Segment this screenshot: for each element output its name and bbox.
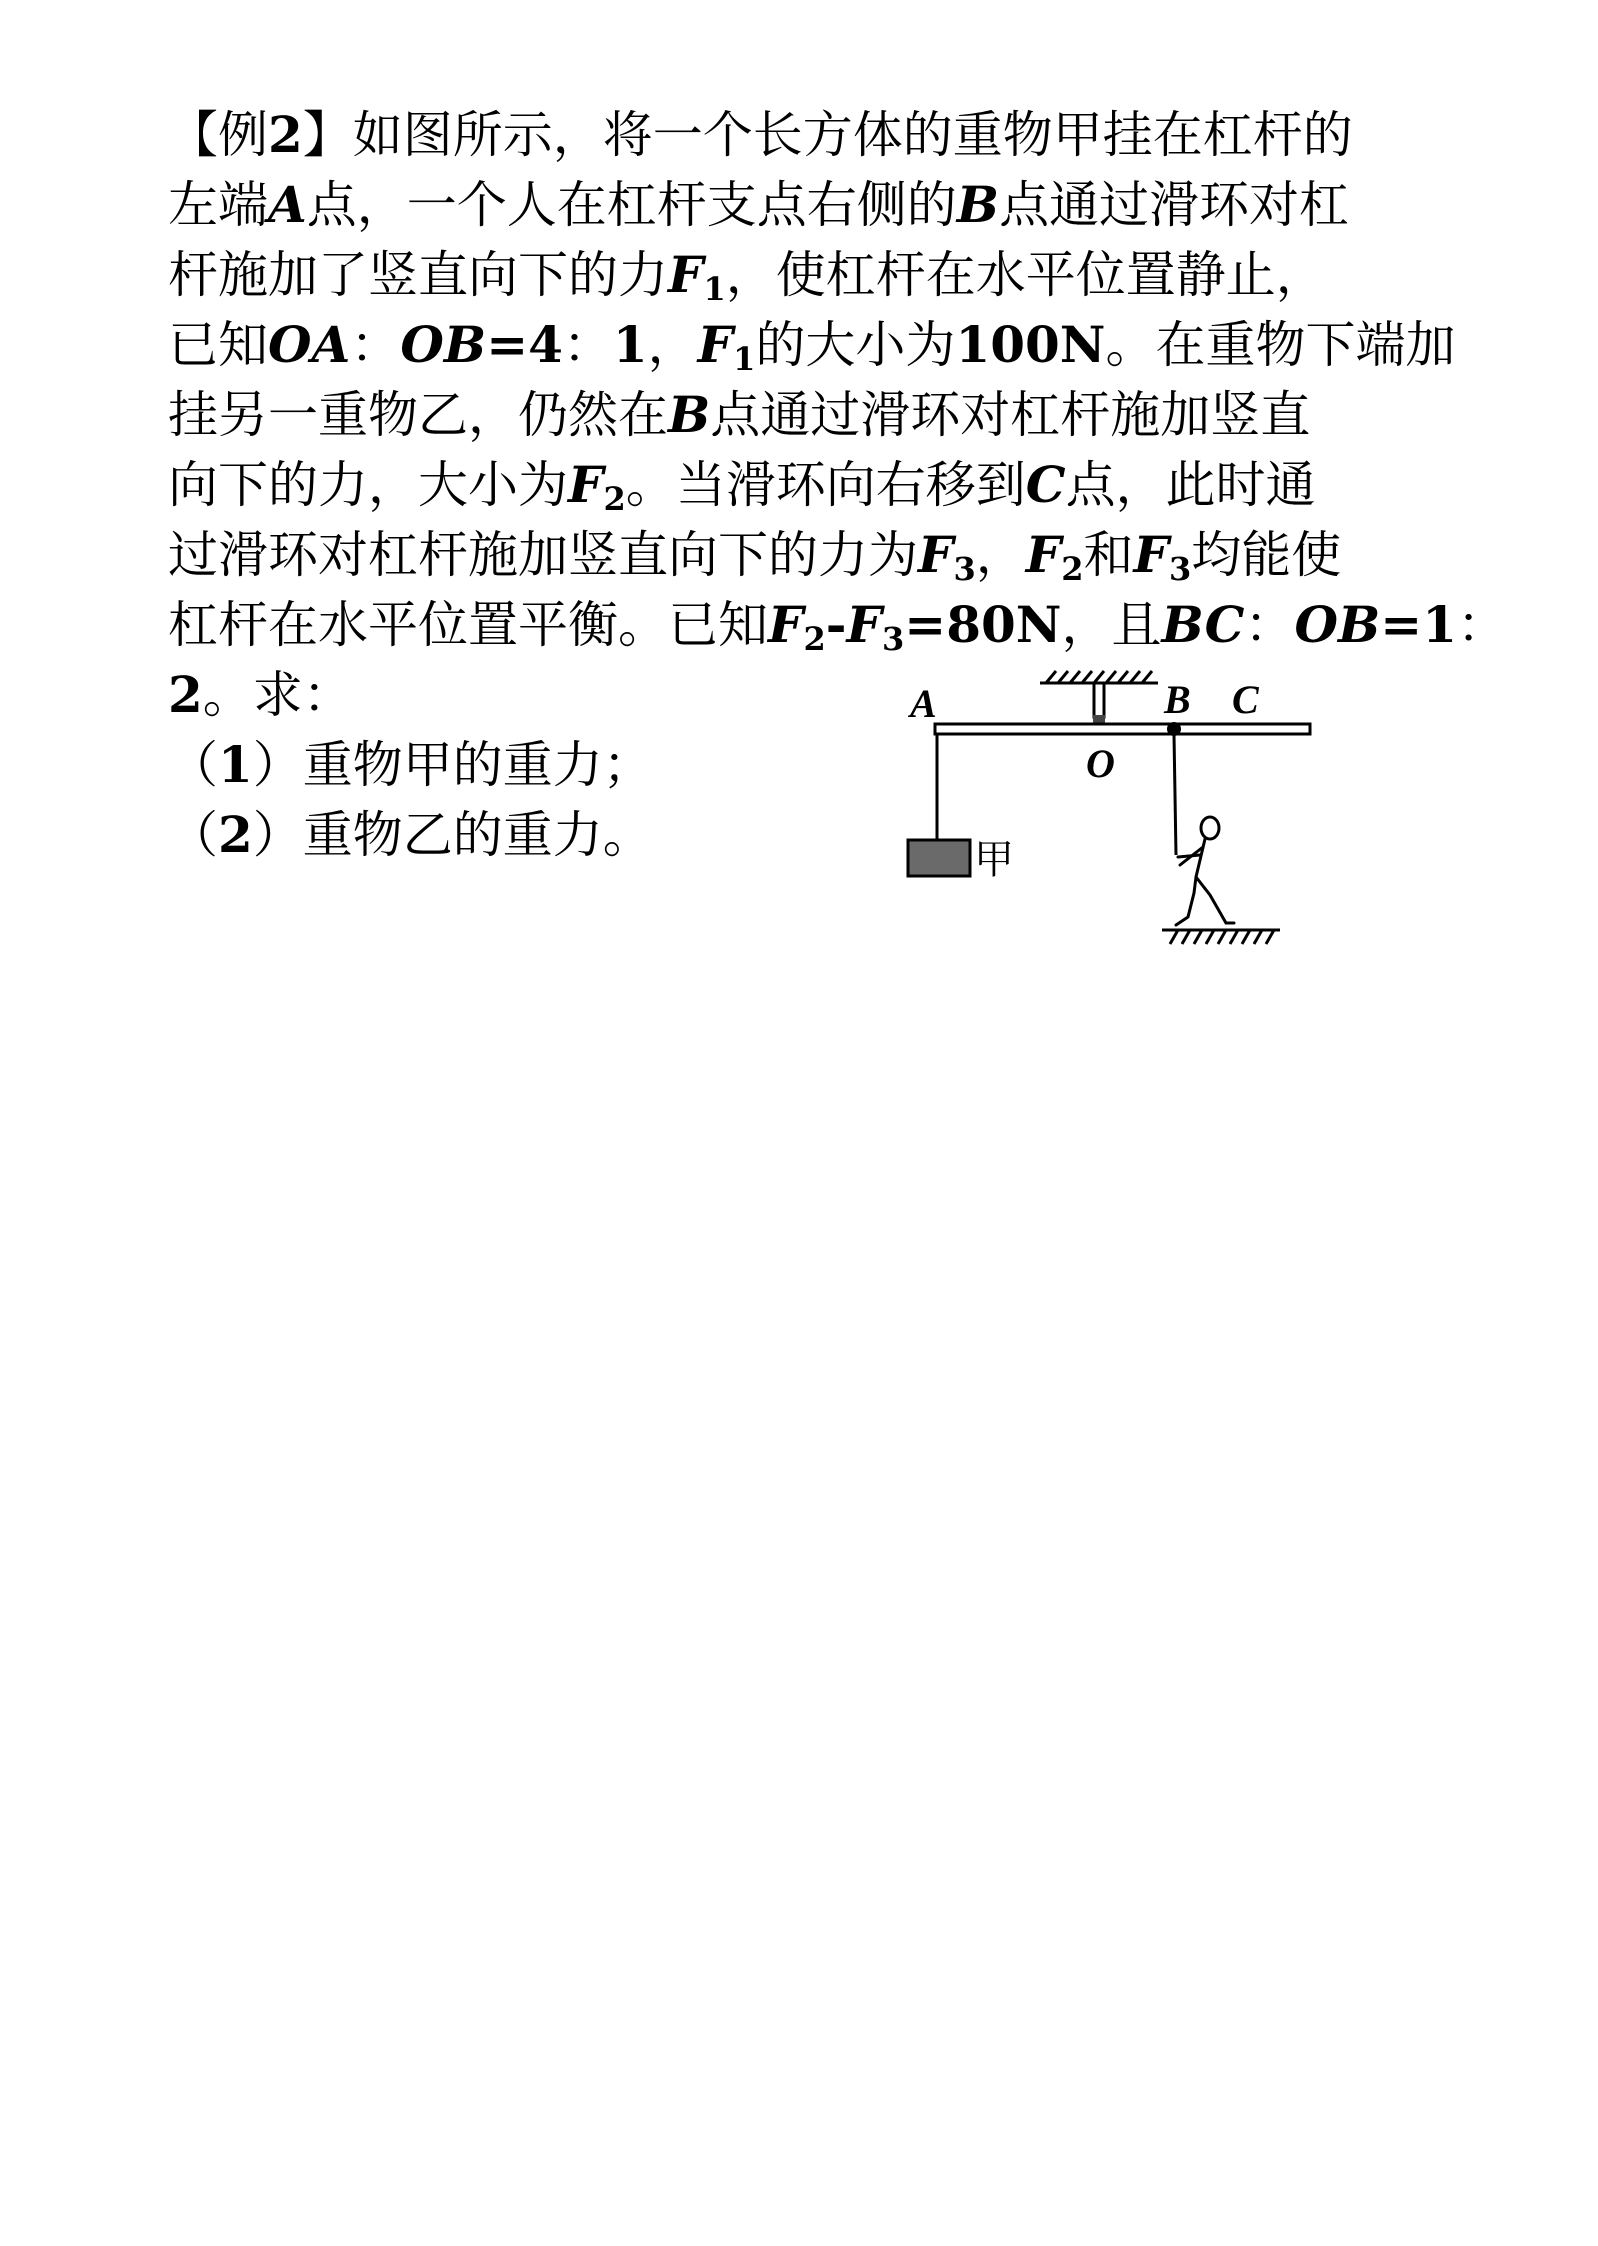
text-run: F [1025, 525, 1062, 584]
ground [1162, 930, 1280, 944]
text-run: 2 [218, 805, 253, 864]
text-run: （ [168, 736, 218, 794]
text-run: 杆施加了竖直向下的力 [168, 246, 668, 304]
text-run: ： [350, 316, 401, 374]
text-run: =80N [904, 595, 1062, 654]
text-run: 的大小为 [755, 316, 956, 374]
text-run: F [697, 315, 734, 374]
text-run: A [268, 175, 307, 234]
text-run: 点，此时通 [1065, 456, 1316, 514]
subscript: 2 [603, 480, 626, 518]
text-run: 和 [1083, 526, 1134, 584]
problem-line [168, 520, 1468, 590]
text-run: OB [400, 315, 487, 374]
text-run: 过滑环对杠杆施加竖直向下的力为 [168, 526, 918, 584]
text-run: 1 [218, 735, 253, 794]
lever-bar [935, 724, 1310, 734]
text-run: 。求： [202, 666, 353, 724]
text-run: ，且 [1061, 596, 1162, 654]
ceiling-support [1040, 671, 1158, 683]
subscript: 2 [1061, 550, 1084, 588]
text-run: ： [1456, 596, 1507, 654]
text-run: =4 [486, 315, 563, 374]
text-run: ： [562, 316, 613, 374]
text-run: B [668, 385, 711, 444]
subscript: 3 [953, 550, 976, 588]
text-run: ）重物乙的重力。 [252, 806, 653, 864]
label-weight-jia: 甲 [974, 837, 1014, 882]
text-run: BC [1161, 595, 1245, 654]
text-run: （ [168, 806, 218, 864]
slide-ring-b [1167, 722, 1181, 736]
subscript: 3 [1169, 550, 1192, 588]
problem-line [168, 310, 1468, 380]
text-run: F [846, 595, 883, 654]
text-run: B [956, 175, 1000, 234]
text-run: 100N [955, 315, 1106, 374]
person-figure [1176, 817, 1234, 925]
text-run: 已知 [168, 316, 268, 374]
text-run: OA [268, 315, 351, 374]
lever-diagram [880, 655, 1320, 975]
text-run: F [568, 455, 604, 514]
problem-line [168, 170, 1468, 240]
text-run: C [1025, 455, 1066, 514]
problem-statement [168, 100, 1507, 730]
text-run: 。当滑环向右移到 [625, 456, 1026, 514]
text-run: ）重物甲的重力； [252, 736, 653, 794]
problem-line [168, 240, 1468, 310]
label-c: C [1232, 677, 1259, 722]
text-run: ： [1244, 596, 1295, 654]
label-o: O [1086, 741, 1115, 786]
lever-diagram-svg [880, 655, 1320, 975]
text-run: 点通过滑环对杠杆施加竖直 [710, 386, 1311, 444]
problem-line [168, 450, 1468, 520]
text-run: 2 [268, 105, 303, 164]
label-a: A [910, 681, 937, 726]
text-run: ， [647, 316, 698, 374]
text-run: 左端 [168, 176, 268, 234]
weight-jia [908, 840, 970, 876]
text-run: F [668, 245, 704, 304]
text-run: 【例 [168, 106, 268, 164]
text-run: 挂另一重物乙，仍然在 [168, 386, 668, 444]
text-run: F [918, 525, 954, 584]
problem-line [168, 380, 1468, 450]
text-run: - [825, 595, 847, 654]
text-run: 点，一个人在杠杆支点右侧的 [306, 176, 957, 234]
problem-line [168, 590, 1507, 660]
text-run: OB [1294, 595, 1381, 654]
subscript: 3 [882, 620, 905, 658]
text-run: =1 [1380, 595, 1457, 654]
rope-b [1174, 735, 1176, 855]
pivot-o [1093, 683, 1105, 727]
text-run: 点通过滑环对杠 [999, 176, 1350, 234]
text-run: 。在重物下端加 [1105, 316, 1456, 374]
text-run: 2 [168, 665, 203, 724]
text-run: 杠杆在水平位置平衡。已知 [168, 596, 768, 654]
text-run: F [768, 595, 804, 654]
problem-line [168, 100, 1468, 170]
text-run: ，使杠杆在水平位置静止， [725, 246, 1326, 304]
label-b: B [1164, 677, 1191, 722]
subscript: 1 [703, 270, 726, 308]
text-run: F [1133, 525, 1170, 584]
text-run: 均能使 [1191, 526, 1342, 584]
text-run: 向下的力，大小为 [168, 456, 568, 514]
subscript: 2 [803, 620, 826, 658]
text-run: 】如图所示，将一个长方体的重物甲挂在杠杆的 [302, 106, 1353, 164]
subscript: 1 [733, 340, 756, 378]
text-run: ， [975, 526, 1026, 584]
text-run: 1 [612, 315, 648, 374]
